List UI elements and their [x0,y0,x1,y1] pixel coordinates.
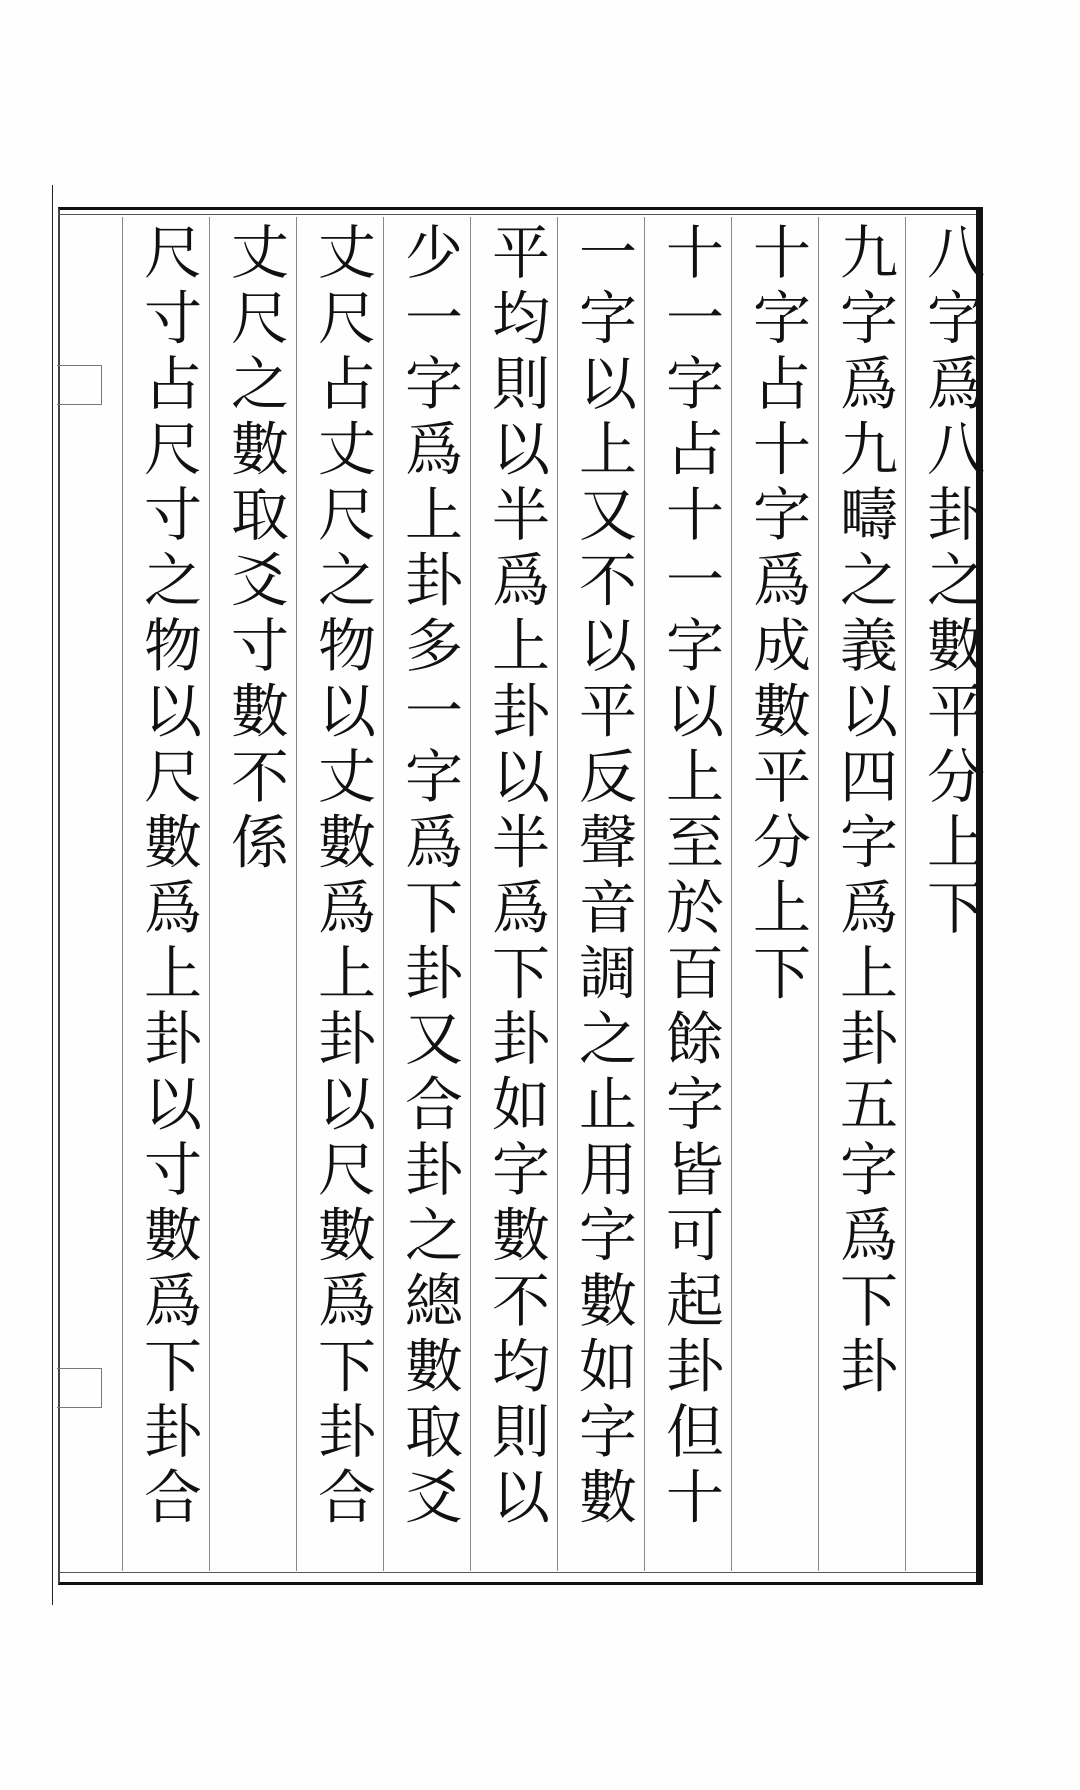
gutter-mark-upper [57,365,102,405]
text-column-8: 丈尺占丈尺之物以丈數爲上卦以尺數爲下卦合 [308,222,376,1532]
spine-line [52,185,53,1605]
text-column-5: 一字以上又不以平反聲音調之止用字數如字數 [569,222,637,1532]
text-column-1: 八字爲八卦之數平分上下 [917,222,985,943]
column-rule [122,217,123,1571]
text-column-10: 尺寸占尺寸之物以尺數爲上卦以寸數爲下卦合 [134,222,202,1532]
text-column-2: 九字爲九疇之義以四字爲上卦五字爲下卦 [830,222,898,1401]
text-column-4: 十一字占十一字以上至於百餘字皆可起卦但十 [656,222,724,1532]
frame-inner-rule-top [58,214,976,215]
gutter-mark-lower [57,1368,102,1408]
text-column-6: 平均則以半爲上卦以半爲下卦如字數不均則以 [482,222,550,1532]
text-column-3: 十字占十字爲成數平分上下 [743,222,811,1008]
frame-inner-rule-bottom [58,1572,976,1573]
text-column-7: 少一字爲上卦多一字爲下卦又合卦之總數取爻 [395,222,463,1532]
text-column-9: 丈尺之數取爻寸數不係 [221,222,289,877]
